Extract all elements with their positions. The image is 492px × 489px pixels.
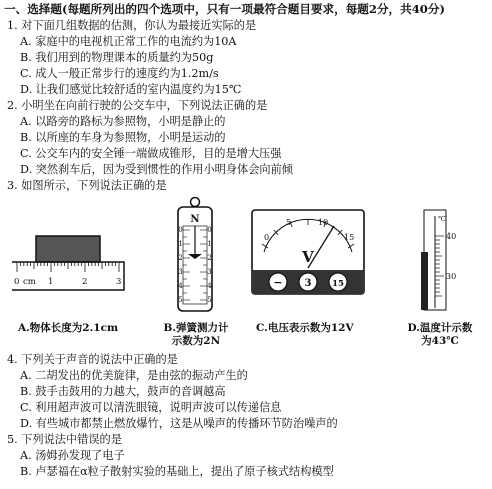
q1-option-a: A. 家庭中的电视机正常工作的电流约为10A — [20, 35, 237, 48]
q4-option-a: A. 二胡发出的优美旋律，是由弦的振动产生的 — [20, 369, 248, 382]
spring-tick-5: 5 — [178, 296, 183, 304]
spring-tick-0: 0 — [178, 226, 183, 234]
q2-option-b: B. 以所座的车身为参照物，小明是运动的 — [20, 131, 226, 144]
q1-stem: 1. 对下面几组数据的估测，你认为最接近实际的是 — [7, 19, 257, 32]
voltmeter-figure — [250, 208, 366, 298]
volt-scale-10: 10 — [318, 218, 329, 227]
caption-d-line1: D.温度计示数 — [407, 322, 473, 334]
spring-scale-label: N — [190, 214, 200, 225]
spring-tick-3: 3 — [178, 268, 183, 276]
spring-tick-right-0: 0 — [207, 226, 212, 234]
volt-scale-15: 15 — [344, 233, 355, 242]
ruler-tick-0: 0 — [14, 277, 20, 287]
q4-option-d: D. 有些城市都禁止燃放爆竹，这是从噪声的传播环节防治噪声的 — [20, 417, 338, 430]
q4-option-c: C. 利用超声波可以清洗眼镜，说明声波可以传递信息 — [20, 401, 282, 414]
spring-scale-figure — [170, 196, 220, 314]
thermometer-figure — [408, 208, 460, 312]
spring-tick-right-4: 4 — [207, 282, 212, 290]
q1-option-d: D. 让我们感觉比较舒适的室内温度约为15℃ — [20, 83, 242, 96]
spring-tick-2: 2 — [178, 254, 183, 262]
q2-stem: 2. 小明坐在向前行驶的公交车中，下列说法正确的是 — [7, 99, 268, 112]
section-title: 一、选择题(每题所列出的四个选项中，只有一项最符合题目要求，每题2分，共40分) — [4, 2, 445, 16]
terminal-15v-label: 15 — [332, 279, 344, 289]
voltmeter-unit: V — [302, 248, 314, 266]
spring-tick-1: 1 — [178, 240, 183, 248]
ruler-tick-3: 3 — [116, 277, 122, 287]
spring-tick-right-1: 1 — [207, 240, 212, 248]
q2-option-c: C. 公交车内的安全锤一端做成锥形，目的是增大压强 — [20, 147, 282, 160]
q1-option-c: C. 成人一般正常步行的速度约为1.2m/s — [20, 67, 219, 80]
ruler-tick-2: 2 — [82, 277, 88, 287]
spring-tick-right-2: 2 — [207, 254, 212, 262]
caption-c: C.电压表示数为12V — [256, 322, 354, 334]
volt-scale-5: 5 — [286, 218, 292, 227]
q5-stem: 5. 下列说法中错误的是 — [7, 433, 122, 446]
spring-tick-right-3: 3 — [207, 268, 212, 276]
q4-stem: 4. 下列关于声音的说法中正确的是 — [7, 353, 178, 366]
measured-block — [36, 236, 100, 262]
volt-scale-0: 0 — [264, 233, 270, 242]
q1-option-b: B. 我们用到的物理课本的质量约为50g — [20, 51, 214, 64]
terminal-3v-label: 3 — [304, 278, 312, 289]
caption-b-line2: 示数为2N — [171, 335, 221, 347]
q2-option-d: D. 突然刹车后，因为受到惯性的作用小明身体会向前倾 — [20, 163, 293, 176]
q5-option-b: B. 卢瑟福在α粒子散射实验的基础上，提出了原子核式结构模型 — [20, 465, 334, 478]
spring-tick-4: 4 — [178, 282, 183, 290]
hanger-ring — [191, 198, 200, 207]
terminal-negative-label: − — [273, 276, 283, 289]
thermometer-mark-40: 40 — [446, 232, 457, 241]
ruler-figure — [8, 228, 128, 300]
ruler-unit: cm — [23, 277, 36, 287]
caption-d-line2: 为43℃ — [421, 335, 459, 347]
caption-a: A.物体长度为2.1cm — [18, 322, 119, 334]
thermometer-mark-30: 30 — [446, 272, 457, 281]
caption-b-line1: B.弹簧测力计 — [163, 322, 229, 334]
thermometer-unit: ℃ — [438, 215, 446, 223]
thermometer-mercury — [421, 252, 428, 310]
q4-option-b: B. 鼓手击鼓用的力越大，鼓声的音调越高 — [20, 385, 226, 398]
ruler-ticks — [17, 262, 119, 272]
spring-tick-right-5: 5 — [207, 296, 212, 304]
q3-stem: 3. 如图所示，下列说法正确的是 — [7, 179, 167, 192]
ruler-tick-1: 1 — [48, 277, 54, 287]
q2-option-a: A. 以路旁的路标为参照物，小明是静止的 — [20, 115, 226, 128]
q5-option-a: A. 汤姆孙发现了电子 — [20, 449, 125, 462]
